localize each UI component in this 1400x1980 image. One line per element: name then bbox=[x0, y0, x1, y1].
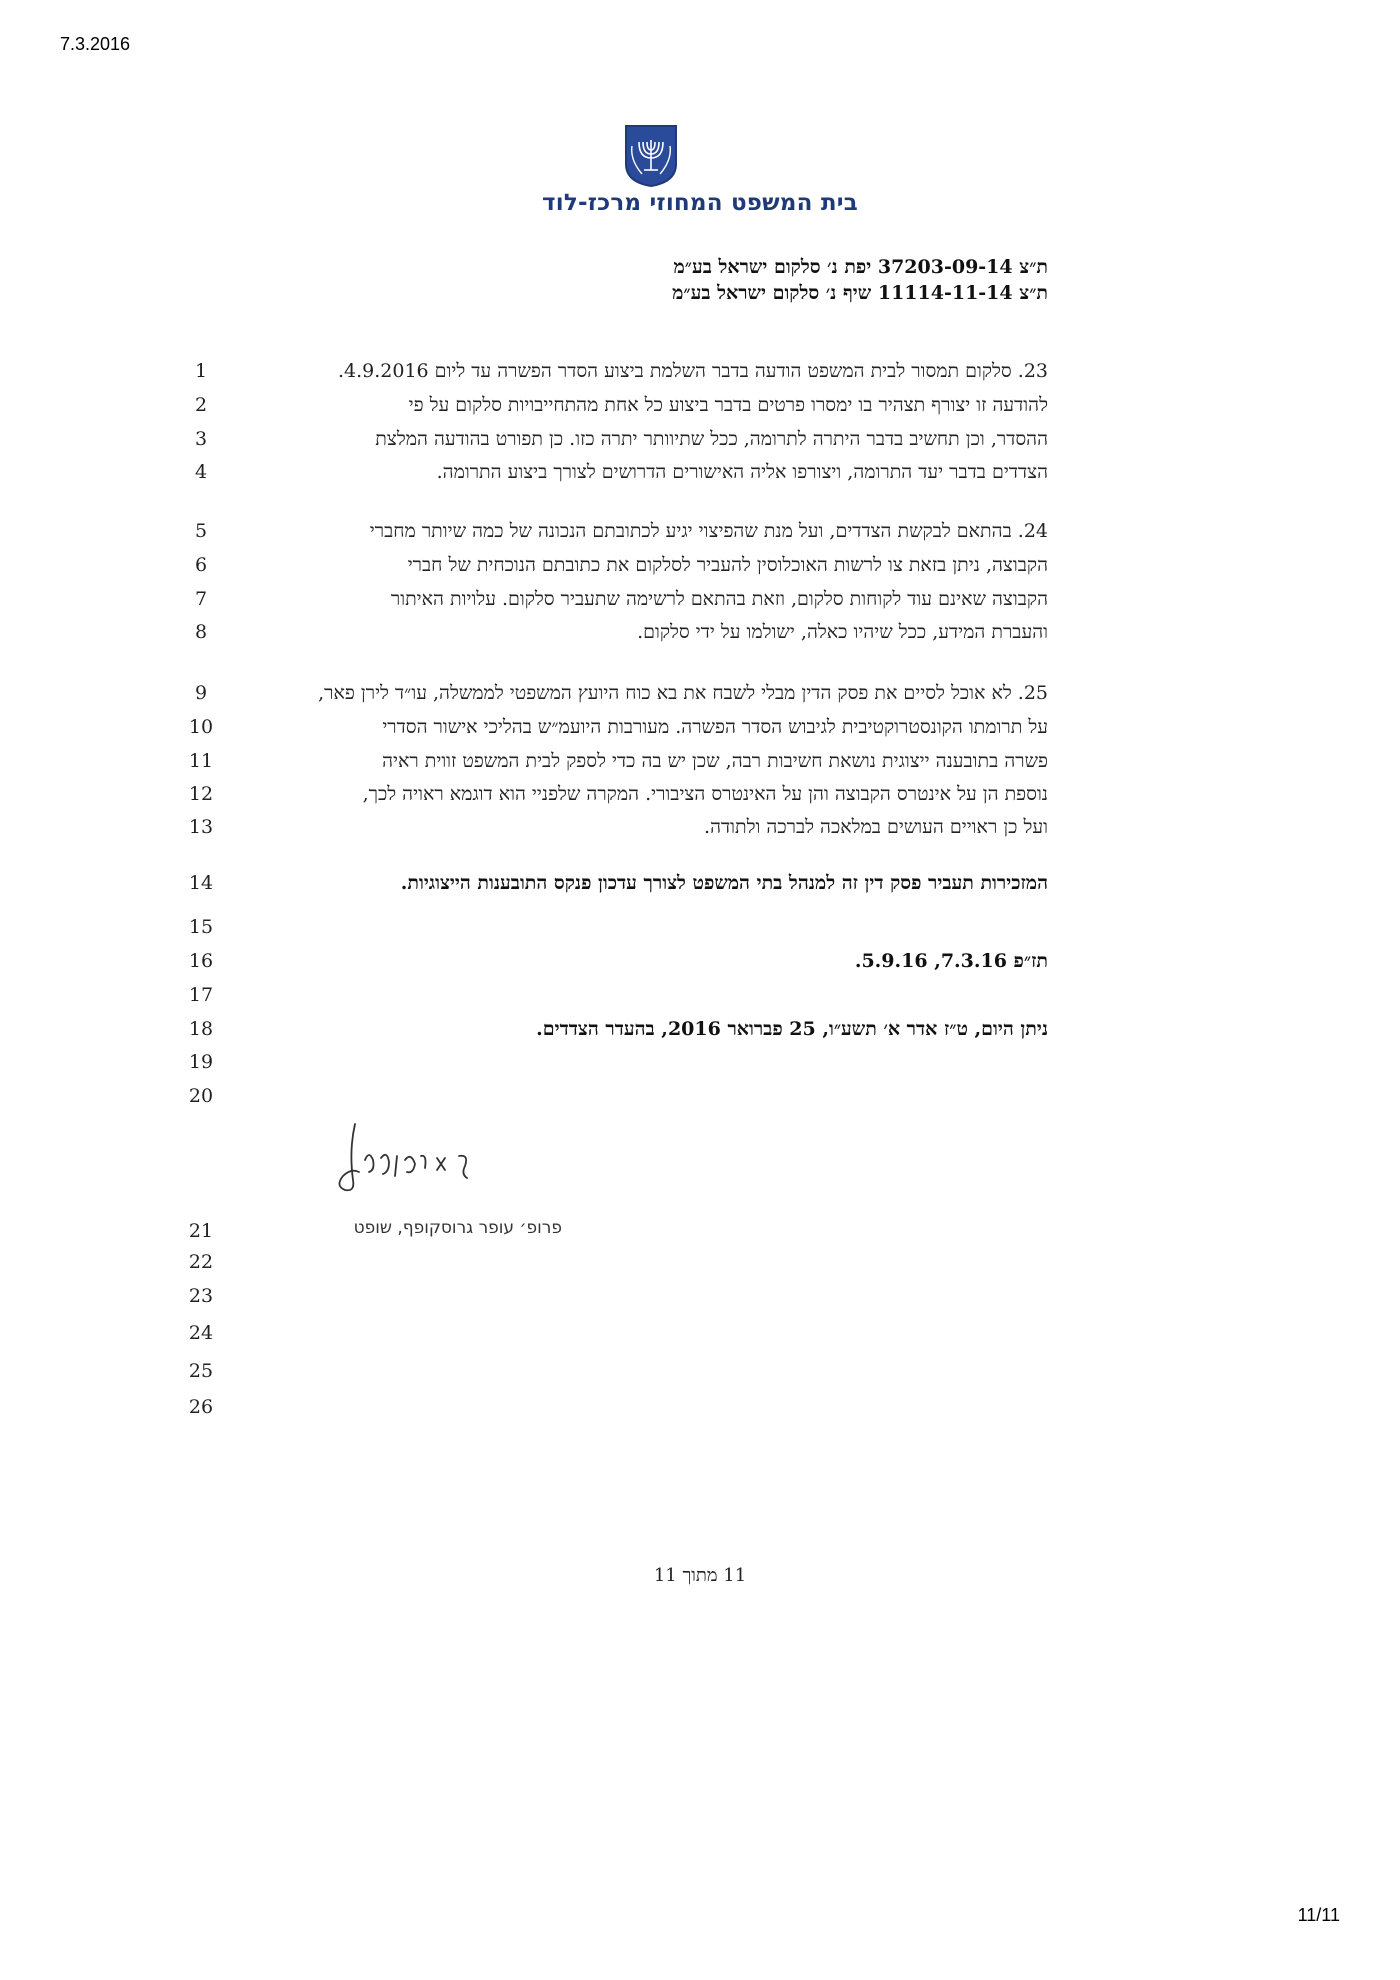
line-number: 7 bbox=[194, 588, 208, 610]
line-number: 13 bbox=[188, 816, 214, 838]
line-number: 1 bbox=[194, 360, 208, 382]
body-line: פשרה בתובענה ייצוגית נושאת חשיבות רבה, שכן יש בה כדי לספק לבית המשפט זווית ראיה bbox=[382, 750, 1048, 772]
page-count: 11/11 bbox=[1297, 1905, 1340, 1925]
line-number: 3 bbox=[194, 428, 208, 450]
body-line: המזכירות תעביר פסק דין זה למנהל בתי המשפט לצורך עדכון פנקס התובענות הייצוגיות. bbox=[400, 872, 1048, 894]
line-number: 17 bbox=[188, 984, 214, 1006]
line-number: 15 bbox=[188, 916, 214, 938]
body-line: להודעה זו יצורף תצהיר בו ימסרו פרטים בדבר ביצוע כל אחת מהתחייבויות סלקום על פי bbox=[408, 394, 1048, 416]
line-number: 14 bbox=[188, 872, 214, 894]
body-line: והעברת המידע, ככל שיהיו כאלה, ישולמו על ידי סלקום. bbox=[637, 621, 1048, 643]
page-footer: 11 מתוך 11 bbox=[653, 1565, 747, 1586]
line-number: 24 bbox=[188, 1322, 214, 1344]
body-line: 23. סלקום תמסור לבית המשפט הודעה בדבר השלמת ביצוע הסדר הפשרה עד ליום 4.9.2016. bbox=[337, 360, 1048, 382]
line-number: 21 bbox=[188, 1220, 214, 1242]
body-line: על תרומתו הקונסטרוקטיבית לגיבוש הסדר הפשרה. מעורבות היועמ״ש בהליכי אישור הסדרי bbox=[382, 716, 1048, 738]
line-number: 19 bbox=[188, 1051, 214, 1073]
line-number: 25 bbox=[188, 1360, 214, 1382]
line-number: 8 bbox=[194, 621, 208, 643]
line-number: 2 bbox=[194, 394, 208, 416]
line-number: 20 bbox=[188, 1085, 214, 1107]
body-line: 25. לא אוכל לסיים את פסק הדין מבלי לשבח את בא כוח היועץ המשפטי לממשלה, עו״ד לירן פאר, bbox=[318, 682, 1048, 704]
line-number: 12 bbox=[188, 783, 214, 805]
print-date: 7.3.2016 bbox=[60, 34, 131, 54]
line-number: 16 bbox=[188, 950, 214, 972]
body-line: ההסדר, וכן תחשיב בדבר היתרה לתרומה, ככל שתיוותר יתרה כזו. כן תפורט בהודעה המלצת bbox=[375, 428, 1048, 450]
body-line: הצדדים בדבר יעד התרומה, ויצורפו אליה האישורים הדרושים לצורך ביצוע התרומה. bbox=[436, 461, 1048, 483]
body-line: ועל כן ראויים העושים במלאכה לברכה ולתודה. bbox=[704, 816, 1048, 838]
state-emblem-icon bbox=[622, 124, 680, 188]
line-number: 18 bbox=[188, 1018, 214, 1040]
body-line: תז״פ 7.3.16, 5.9.16. bbox=[854, 950, 1048, 972]
handwritten-signature bbox=[325, 1120, 485, 1200]
body-line: הקבוצה שאינם עוד לקוחות סלקום, וזאת בהתאם לרשימה שתעביר סלקום. עלויות האיתור bbox=[390, 588, 1048, 610]
line-number: 10 bbox=[188, 716, 214, 738]
judge-name: פרופ׳ עופר גרוסקופף, שופט bbox=[353, 1218, 562, 1238]
case-title: ת״צ 11114-11-14 שיף נ׳ סלקום ישראל בע״מ bbox=[672, 282, 1048, 304]
body-line: נוספת הן על אינטרס הקבוצה והן על האינטרס הציבורי. המקרה שלפניי הוא דוגמא ראויה לכך, bbox=[362, 783, 1048, 805]
line-number: 6 bbox=[194, 554, 208, 576]
line-number: 5 bbox=[194, 520, 208, 542]
line-number: 9 bbox=[194, 682, 208, 704]
line-number: 22 bbox=[188, 1251, 214, 1273]
body-line: ניתן היום, ט״ז אדר א׳ תשע״ו, 25 פברואר 2016, בהעדר הצדדים. bbox=[536, 1018, 1048, 1040]
line-number: 11 bbox=[188, 750, 214, 772]
body-line: 24. בהתאם לבקשת הצדדים, ועל מנת שהפיצוי יגיע לכתובתם הנכונה של כמה שיותר מחברי bbox=[369, 520, 1048, 542]
body-line: הקבוצה, ניתן בזאת צו לרשות האוכלוסין להעביר לסלקום את כתובתם הנוכחית של חברי bbox=[407, 554, 1048, 576]
court-name: בית המשפט המחוזי מרכז-לוד bbox=[542, 190, 858, 216]
line-number: 23 bbox=[188, 1285, 214, 1307]
line-number: 4 bbox=[194, 461, 208, 483]
line-number: 26 bbox=[188, 1396, 214, 1418]
case-title: ת״צ 37203-09-14 יפת נ׳ סלקום ישראל בע״מ bbox=[673, 256, 1048, 278]
